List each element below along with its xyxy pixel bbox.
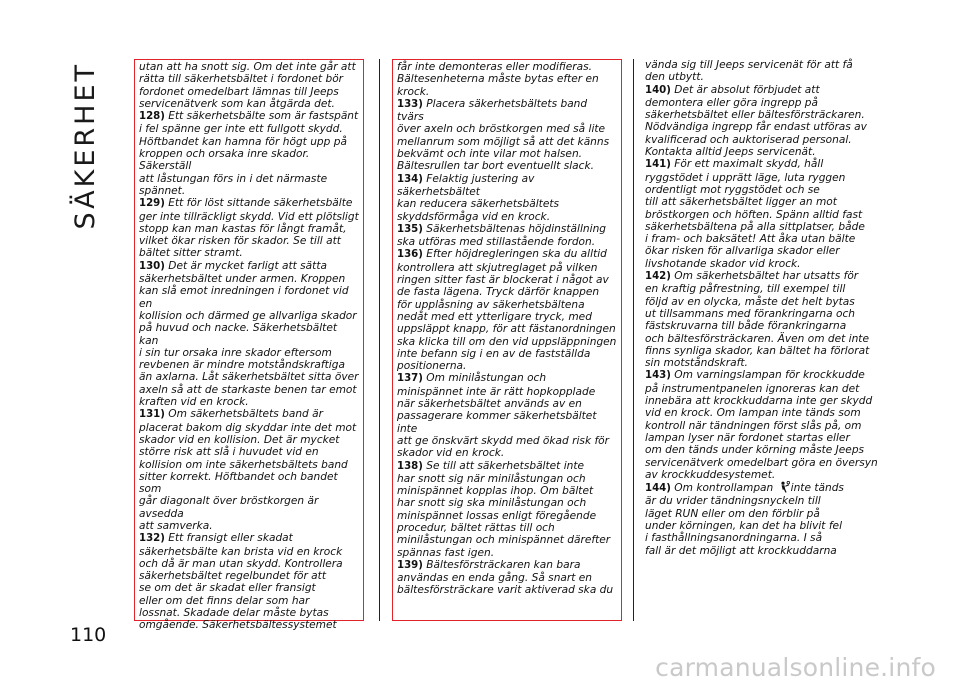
- paragraph-141: [645, 158, 883, 270]
- paragraph-text: Ett säkerhetsbälte som är fastspänt i fel spänne ger inte ett fullgott skydd. Höftbandet kan hamna för högt upp på kroppen och orsaka inre skador. Säkerställ att låstungan förs in i det närmaste spännet.: [139, 110, 359, 197]
- airbag-warning-icon: [778, 481, 790, 493]
- paragraph-text: utan att ha snott sig. Om det inte går att rätta till säkerhetsbältet i fordonet bör fordonet omedelbart lämnas till Jeeps servicenätverk som kan åtgärda det.: [139, 61, 356, 110]
- page-number: 110: [70, 624, 107, 646]
- paragraph-text: Efter höjdregleringen ska du alltid kontrollera att skjutreglaget på vilken ringen sitter fast är blockerat i något av de fasta lägena. Tryck därför knappen för upplåsning av säkerhetsbältena nedåt med ett ytterligare tryck, med uppsläppt knapp, för att fästanordningen ska klicka till om den vid uppsläppningen inte befann sig i en av de fastställda positionerna.: [397, 248, 617, 373]
- paragraph-text: Placera säkerhetsbältets band tvärs över axeln och bröstkorgen med så lite mellanrum som möjligt så att det känns bekvämt och inte vilar mot halsen. Bältesrullen tar bort eventuellt slack.: [397, 97, 610, 173]
- paragraph-text: får inte demonteras eller modifieras. Bältesenheterna måste bytas efter en krock.: [397, 61, 599, 98]
- paragraph-text: Det är mycket farligt att sätta säkerhetsbältet under armen. Kroppen kan slå emot inredningen i fordonet vid en kollision och därmed ge allvarliga skador på huvud och nacke. Säkerhetsbältet kan i sin tur orsaka inre skador eftersom revbenen är mindre motståndskraftiga än axlarna. Låt säkerhetsbältet sitta över axeln så att de starkaste benen tar emot kraften vid en krock.: [139, 259, 359, 409]
- paragraph-continued: [139, 61, 359, 110]
- paragraph-text: Om kontrollampan: [670, 482, 777, 495]
- paragraph-text: Om säkerhetsbältet har utsatts för en kraftig påfrestning, till exempel till följd av en olycka, måste det helt bytas ut tillsammans med förankringarna och fästskruvarna till både förankringarna och bältesförsträckaren. Även om det inte finns synliga skador, kan bältet ha förlorat sin motståndskraft.: [645, 270, 870, 370]
- paragraph-137: [397, 372, 617, 459]
- paragraph-number: 139): [397, 559, 423, 571]
- paragraph-number: 135): [397, 223, 423, 235]
- column-1: [134, 59, 364, 632]
- paragraph-number: 130): [139, 260, 165, 272]
- paragraph-text: Ett fransigt eller skadat säkerhetsbälte kan brista vid en krock och då är man utan skydd. Kontrollera säkerhetsbältet regelbundet för att se om det är skadat eller fransigt eller om det finns delar som har lossnat. Skadade delar måste bytas omgående. Säkerhetsbältessystemet: [139, 532, 343, 632]
- paragraph-text: Säkerhetsbältenas höjdinställning ska utföras med stillastående fordon.: [397, 222, 607, 249]
- paragraph-text: inte tänds är du vrider tändningsnyckeln till läget RUN eller om den förblir på under körningen, kan det ha blivit fel i fasthållningsanordningarna. I så fall är det möjligt att krockkuddarna: [645, 482, 844, 557]
- paragraph-number: 137): [397, 373, 423, 385]
- paragraph-number: 132): [139, 533, 165, 545]
- paragraph-130: [139, 260, 359, 409]
- paragraph-139: [397, 559, 617, 597]
- paragraph-text: Bältesförsträckaren kan bara användas en enda gång. Så snart en bältesförsträckare varit aktiverad ska du: [397, 558, 614, 597]
- paragraph-number: 131): [139, 409, 165, 421]
- column-divider: [379, 59, 380, 621]
- paragraph-132: [139, 532, 359, 631]
- watermark: carmanualsonline.info: [655, 653, 936, 682]
- paragraph-number: 140): [645, 84, 671, 96]
- paragraph-continued: [645, 59, 883, 84]
- column-3-paragraphs: [645, 59, 883, 481]
- section-title: SÄKERHET: [70, 62, 101, 230]
- paragraph-number: 133): [397, 98, 423, 110]
- paragraph-131: [139, 408, 359, 532]
- paragraph-128: [139, 110, 359, 197]
- paragraph-number: 143): [645, 370, 671, 382]
- column-3: [645, 59, 883, 557]
- paragraph-number: 144): [645, 483, 671, 495]
- paragraph-number: 136): [397, 249, 423, 261]
- paragraph-140: [645, 84, 883, 159]
- paragraph-135: [397, 223, 617, 249]
- paragraph-text: vända sig till Jeeps servicenät för att få den utbytt.: [645, 59, 853, 84]
- paragraph-number: 134): [397, 173, 423, 185]
- paragraph-134: [397, 173, 617, 223]
- paragraph-continued: [397, 61, 617, 98]
- paragraph-text: För ett maximalt skydd, håll ryggstödet i upprätt läge, luta ryggen ordentligt mot ryggstödet och se till att säkerhetsbältet ligger an mot bröstkorgen och höften. Spänn alltid fast säkerhetsbältena på alla sittplatser, både i fram- och baksätet! Att åka utan bälte ökar risken för allvarliga skador eller livshotande skador vid krock.: [645, 158, 865, 270]
- paragraph-138: [397, 460, 617, 559]
- paragraph-133: [397, 98, 617, 173]
- paragraph-text: Om säkerhetsbältets band är placerat bakom dig skyddar inte det mot skador vid en kollision. Det är mycket större risk att slå i huvudet vid en kollision om inte säkerhetsbältets band sitter korrekt. Höftbandet och bandet som går diagonalt över bröstkorgen är avsedda att samverka.: [139, 408, 357, 532]
- paragraph-text: Om varningslampan för krockkudde på instrumentpanelen ignoreras kan det innebära att krockkuddarna inte ger skydd vid en krock. Om lampan inte tänds som kontroll när tändningen först slås på, om lampan lyser när fordonet startas eller om den tänds under körning måste Jeeps servicenätverk omedelbart göra en översyn av krockkuddesystemet.: [645, 369, 878, 481]
- paragraph-text: Se till att säkerhetsbältet inte har snott sig när minilåstungan och minispännet kopplas ihop. Om bältet har snott sig ska minilåstungan och minispännet lossas enligt föregående procedur, bältet rättas till och minilåstungan och minispännet därefter spännas fast igen.: [397, 459, 611, 559]
- paragraph-144: [645, 481, 883, 557]
- column-divider: [633, 59, 634, 621]
- paragraph-text: Ett för löst sittande säkerhetsbälte ger inte tillräckligt skydd. Vid ett plötsligt stopp kan man kastas för långt framåt, vilket ökar risken för skador. Se till att bältet sitter stramt.: [139, 197, 359, 260]
- paragraph-text: Felaktig justering av säkerhetsbältet kan reducera säkerhetsbältets skyddsförmåga vid en krock.: [397, 172, 560, 223]
- column-2: [392, 59, 622, 621]
- paragraph-text: Det är absolut förbjudet att demontera eller göra ingrepp på säkerhetsbältet eller bältesförsträckaren. Nödvändiga ingrepp får endast utföras av kvalificerad och auktoriserad personal. Kontakta alltid Jeeps servicenät.: [645, 83, 867, 159]
- paragraph-142: [645, 270, 883, 369]
- paragraph-129: [139, 197, 359, 259]
- paragraph-text: Om minilåstungan och minispännet inte är rätt hopkopplade när säkerhetsbältet används av en passagerare kommer säkerhetsbältet inte att ge önskvärt skydd med ökad risk för skador vid en krock.: [397, 372, 610, 460]
- paragraph-number: 129): [139, 198, 165, 210]
- paragraph-number: 138): [397, 460, 423, 472]
- paragraph-number: 128): [139, 111, 165, 123]
- paragraph-143: [645, 369, 883, 481]
- paragraph-number: 142): [645, 271, 671, 283]
- paragraph-136: [397, 248, 617, 372]
- paragraph-number: 141): [645, 159, 671, 171]
